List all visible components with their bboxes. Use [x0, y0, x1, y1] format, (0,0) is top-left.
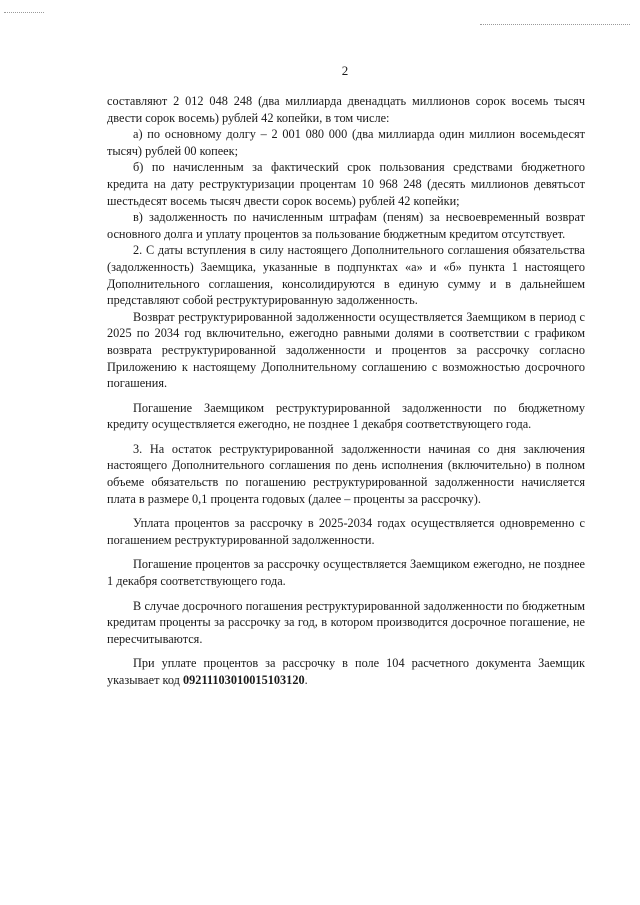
payment-code-text: При уплате процентов за рассрочку в поле 104 расчетного документа Заемщик указывает код — [107, 656, 585, 687]
paragraph-clause-3: 3. На остаток реструктурированной задолженности начиная со дня заключения настоящего Дополнительного соглашения по день исполнения (включительно) в полном объеме обязательств по погашению реструктурированной задолженности начисляется плата в размере 0,1 процента годовых (далее – проценты за рассрочку). — [107, 441, 585, 506]
paragraph-early-repayment: В случае досрочного погашения реструктурированной задолженности по бюджетным кредитам проценты за рассрочку за год, в котором производится досрочное погашение, не пересчитываются. — [107, 598, 585, 646]
paragraph-total-debt: составляют 2 012 048 248 (два миллиарда двенадцать миллионов сорок восемь тысяч двести сорок восемь) рублей 42 копейки, в том числе: — [107, 94, 585, 125]
paragraph-item-a: а) по основному долгу – 2 001 080 000 (два миллиарда один миллион восемьдесят тысяч) рублей 00 копеек; — [107, 127, 585, 158]
paragraph-item-v: в) задолженность по начисленным штрафам (пеням) за несвоевременный возврат основного долга и уплату процентов за пользование бюджетным кредитом отсутствует. — [107, 210, 585, 241]
scan-artifact-top-right — [480, 24, 630, 26]
paragraph-item-b: б) по начисленным за фактический срок пользования средствами бюджетного кредита на дату реструктуризации процентам 10 968 248 (десять миллионов девятьсот шестьдесят восемь тысяч двести сорок восемь) рублей 42 копейки; — [107, 160, 585, 208]
paragraph-payment-code — [107, 655, 585, 688]
payment-code-tail: . — [304, 673, 308, 687]
payment-code: 09211103010015103120 — [183, 673, 305, 687]
paragraph-repayment-schedule: Возврат реструктурированной задолженности осуществляется Заемщиком в период с 2025 по 2034 год включительно, ежегодно равными долями в соответствии с графиком возврата реструктурированной задолженности и процентов за рассрочку согласно Приложению к настоящему Дополнительному соглашению с возможностью досрочного погашения. — [107, 309, 585, 391]
scan-artifact-top-left — [4, 12, 44, 14]
paragraph-interest-payment: Уплата процентов за рассрочку в 2025-2034 годах осуществляется одновременно с погашением реструктурированной задолженности. — [107, 516, 585, 547]
paragraph-clause-2: 2. С даты вступления в силу настоящего Дополнительного соглашения обязательства (задолженность) Заемщика, указанные в подпунктах «а» и «б» пункта 1 настоящего Дополнительного соглашения, консолидируются в единую сумму и в дальнейшем представляют собой реструктурированную задолженность. — [107, 243, 585, 308]
page-number: 2 — [341, 63, 349, 78]
document-body — [107, 93, 585, 689]
paragraph-interest-deadline: Погашение процентов за рассрочку осуществляется Заемщиком ежегодно, не позднее 1 декабря соответствующего года. — [107, 557, 585, 589]
paragraph-repayment-deadline: Погашение Заемщиком реструктурированной задолженности по бюджетному кредиту осуществляется ежегодно, не позднее 1 декабря соответствующего года. — [107, 400, 585, 432]
